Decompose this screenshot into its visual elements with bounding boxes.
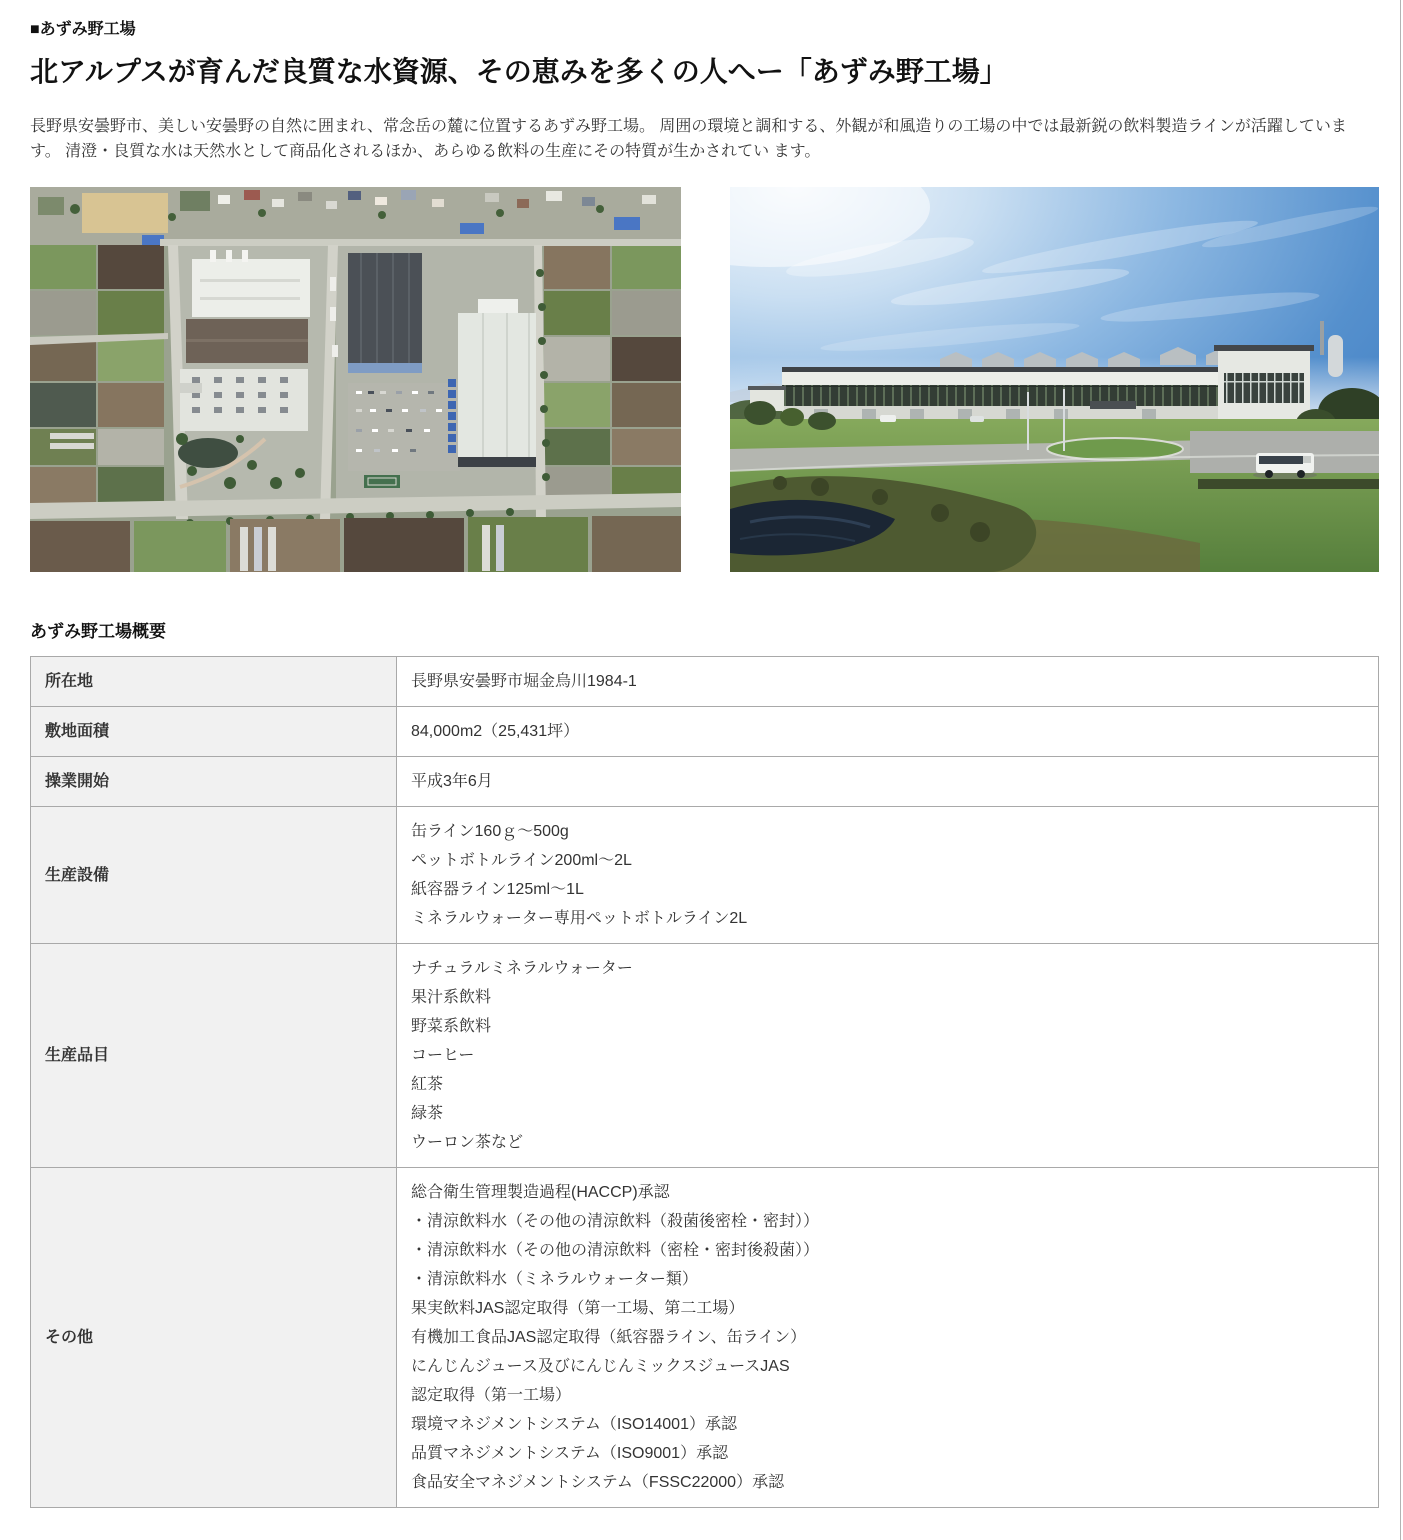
factory-exterior-graphic [730, 187, 1379, 572]
table-row [31, 1168, 1379, 1508]
value-line: 総合衛生管理製造過程(HACCP)承認 [411, 1184, 670, 1201]
value-line: 野菜系飲料 [411, 1018, 492, 1035]
van [1253, 453, 1317, 479]
value-line: 環境マネジメントシステム（ISO14001）承認 [411, 1416, 737, 1433]
value-line: 果汁系飲料 [411, 989, 492, 1006]
row-value [397, 707, 1379, 757]
value-line: 缶ライン160ｇ～500g [411, 823, 569, 840]
value-line: ナチュラルミネラルウォーター [411, 960, 633, 977]
value-line: 緑茶 [411, 1105, 444, 1122]
value-line: 平成3年6月 [411, 773, 493, 790]
intro-paragraph: 長野県安曇野市、美しい安曇野の自然に囲まれ、常念岳の麓に位置するあずみ野工場。 周囲の環境と調和する、外観が和風造りの工場の中では最新鋭の飲料製造ラインが活躍していま す。 清澄・良質な水は天然水として商品化されるほか、あらゆる飲料の生産にその特質が生かされてい ます。 [30, 118, 1347, 160]
row-label: 敷地面積 [31, 707, 397, 757]
value-line: にんじんジュース及びにんじんミックスジュースJAS [411, 1358, 790, 1375]
row-label: 生産設備 [31, 807, 397, 944]
factory-aerial-graphic [30, 187, 681, 572]
row-value [397, 944, 1379, 1168]
value-line: 食品安全マネジメントシステム（FSSC22000）承認 [411, 1474, 785, 1491]
overview-title: あずみ野工場概要 [30, 622, 166, 641]
value-line: ミネラルウォーター専用ペットボトルライン2L [411, 910, 748, 927]
value-line: 品質マネジメントシステム（ISO9001）承認 [411, 1445, 729, 1462]
section-label: ■あずみ野工場 [30, 21, 136, 38]
row-value [397, 757, 1379, 807]
row-label: 生産品目 [31, 944, 397, 1168]
row-value [397, 807, 1379, 944]
value-line: ・清涼飲料水（その他の清涼飲料（殺菌後密栓・密封）） [411, 1213, 820, 1230]
row-label: 所在地 [31, 657, 397, 707]
row-value [397, 1168, 1379, 1508]
overview-table [30, 656, 1379, 1508]
row-label: 操業開始 [31, 757, 397, 807]
value-line: コーヒー [411, 1047, 475, 1064]
page-right-border [1400, 0, 1401, 1540]
table-row [31, 657, 1379, 707]
value-line: ・清涼飲料水（ミネラルウォーター類） [411, 1271, 698, 1288]
value-line: ・清涼飲料水（その他の清涼飲料（密栓・密封後殺菌）） [411, 1242, 820, 1259]
table-row [31, 707, 1379, 757]
value-line: ウーロン茶など [411, 1134, 524, 1151]
table-row [31, 757, 1379, 807]
table-row [31, 944, 1379, 1168]
value-line: 紙容器ライン125ml～1L [411, 881, 584, 898]
factory-exterior-photo [730, 187, 1379, 572]
value-line: 84,000m2（25,431坪） [411, 723, 580, 740]
value-line: 認定取得（第一工場） [411, 1387, 572, 1404]
value-line: 長野県安曇野市堀金烏川1984-1 [411, 673, 637, 690]
value-line: 有機加工食品JAS認定取得（紙容器ライン、缶ライン） [411, 1329, 807, 1346]
factory-aerial-photo [30, 187, 681, 572]
value-line: ペットボトルライン200ml～2L [411, 852, 632, 869]
value-line: 紅茶 [411, 1076, 444, 1093]
page-title: 北アルプスが育んだ良質な水資源、その恵みを多くの人へー「あずみ野工場」 [30, 56, 1008, 87]
row-value [397, 657, 1379, 707]
photo-row [30, 187, 1379, 572]
row-label: その他 [31, 1168, 397, 1508]
table-row [31, 807, 1379, 944]
value-line: 果実飲料JAS認定取得（第一工場、第二工場） [411, 1300, 745, 1317]
